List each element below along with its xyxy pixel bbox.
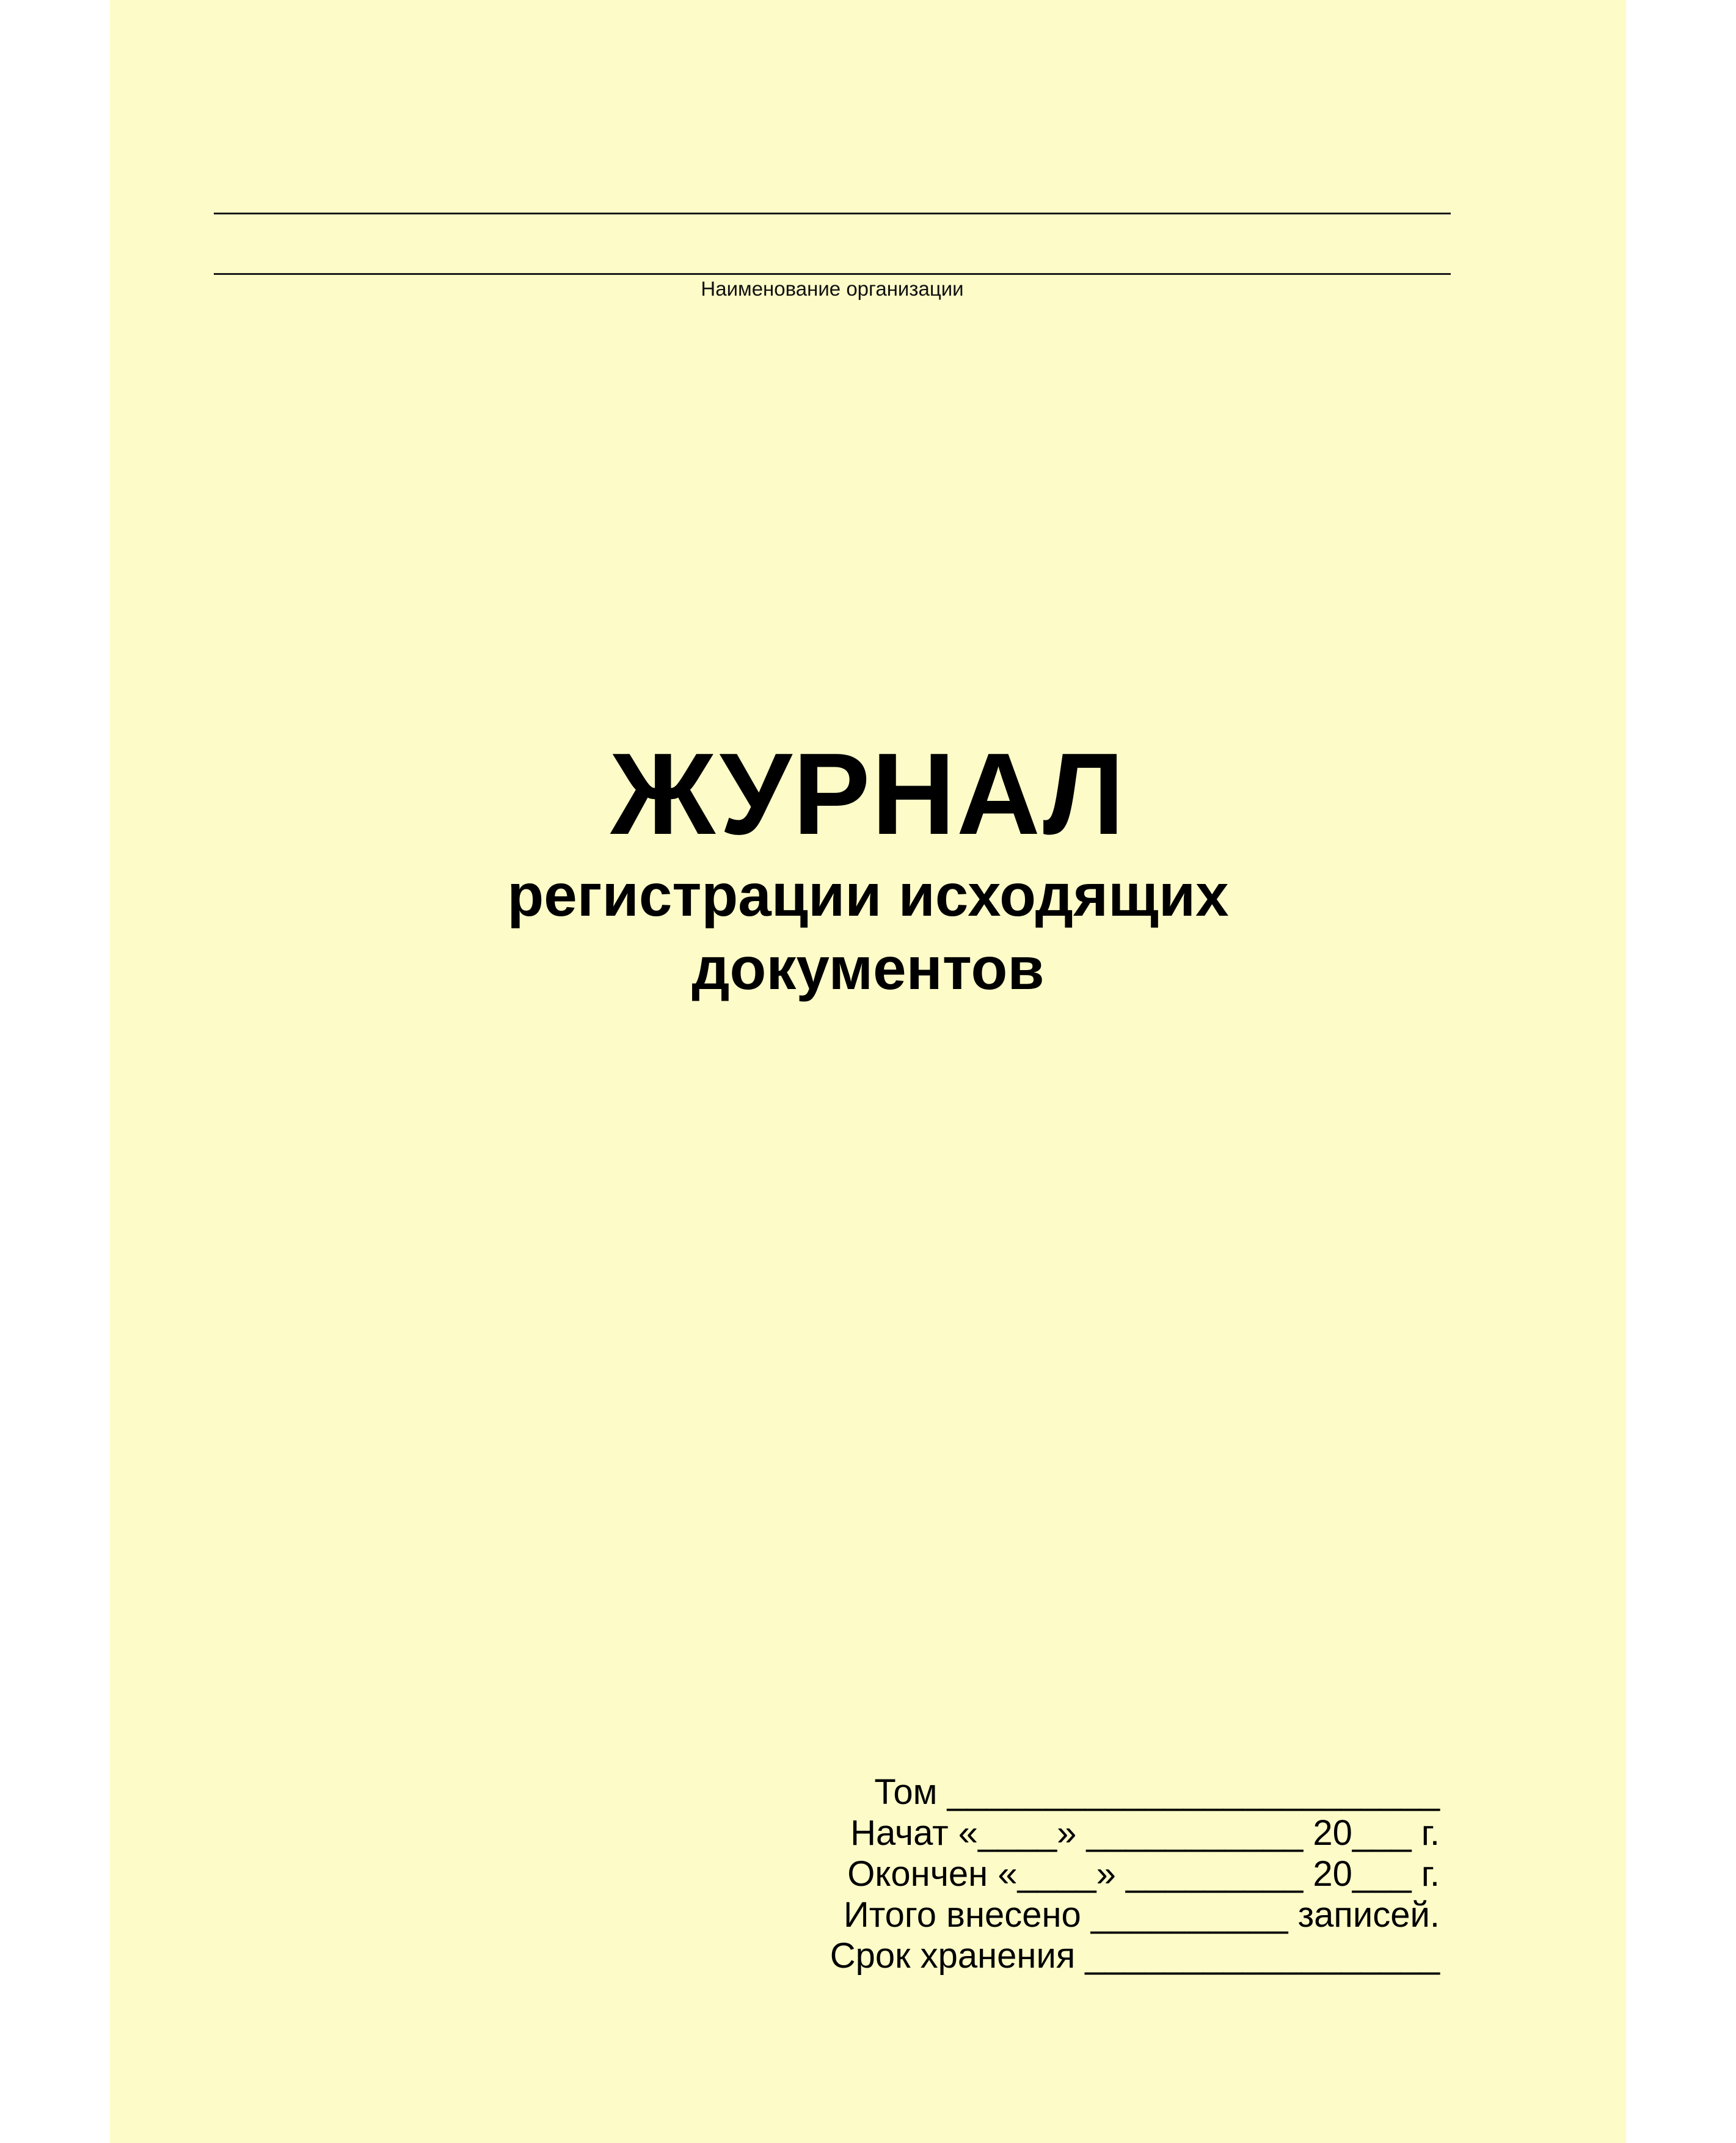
- org-name-caption: Наименование организации: [701, 277, 964, 300]
- title-block: [110, 730, 1626, 1005]
- journal-cover: [110, 0, 1626, 2143]
- journal-title: ЖУРНАЛ: [610, 729, 1126, 859]
- finished-field: Окончен «____» _________ 20___ г.: [847, 1854, 1440, 1894]
- org-name-line-1: [214, 213, 1451, 214]
- started-field: Начат «____» ___________ 20___ г.: [850, 1813, 1440, 1853]
- retention-period-field: Срок хранения __________________: [830, 1936, 1440, 1976]
- volume-field: Том _________________________: [874, 1772, 1440, 1812]
- cover-fields: [830, 1772, 1440, 1976]
- total-entries-field: Итого внесено __________ записей.: [844, 1895, 1440, 1935]
- org-name-line-2: [214, 273, 1451, 275]
- journal-subtitle-line-2: документов: [691, 935, 1045, 1002]
- journal-subtitle-line-1: регистрации исходящих: [507, 861, 1229, 929]
